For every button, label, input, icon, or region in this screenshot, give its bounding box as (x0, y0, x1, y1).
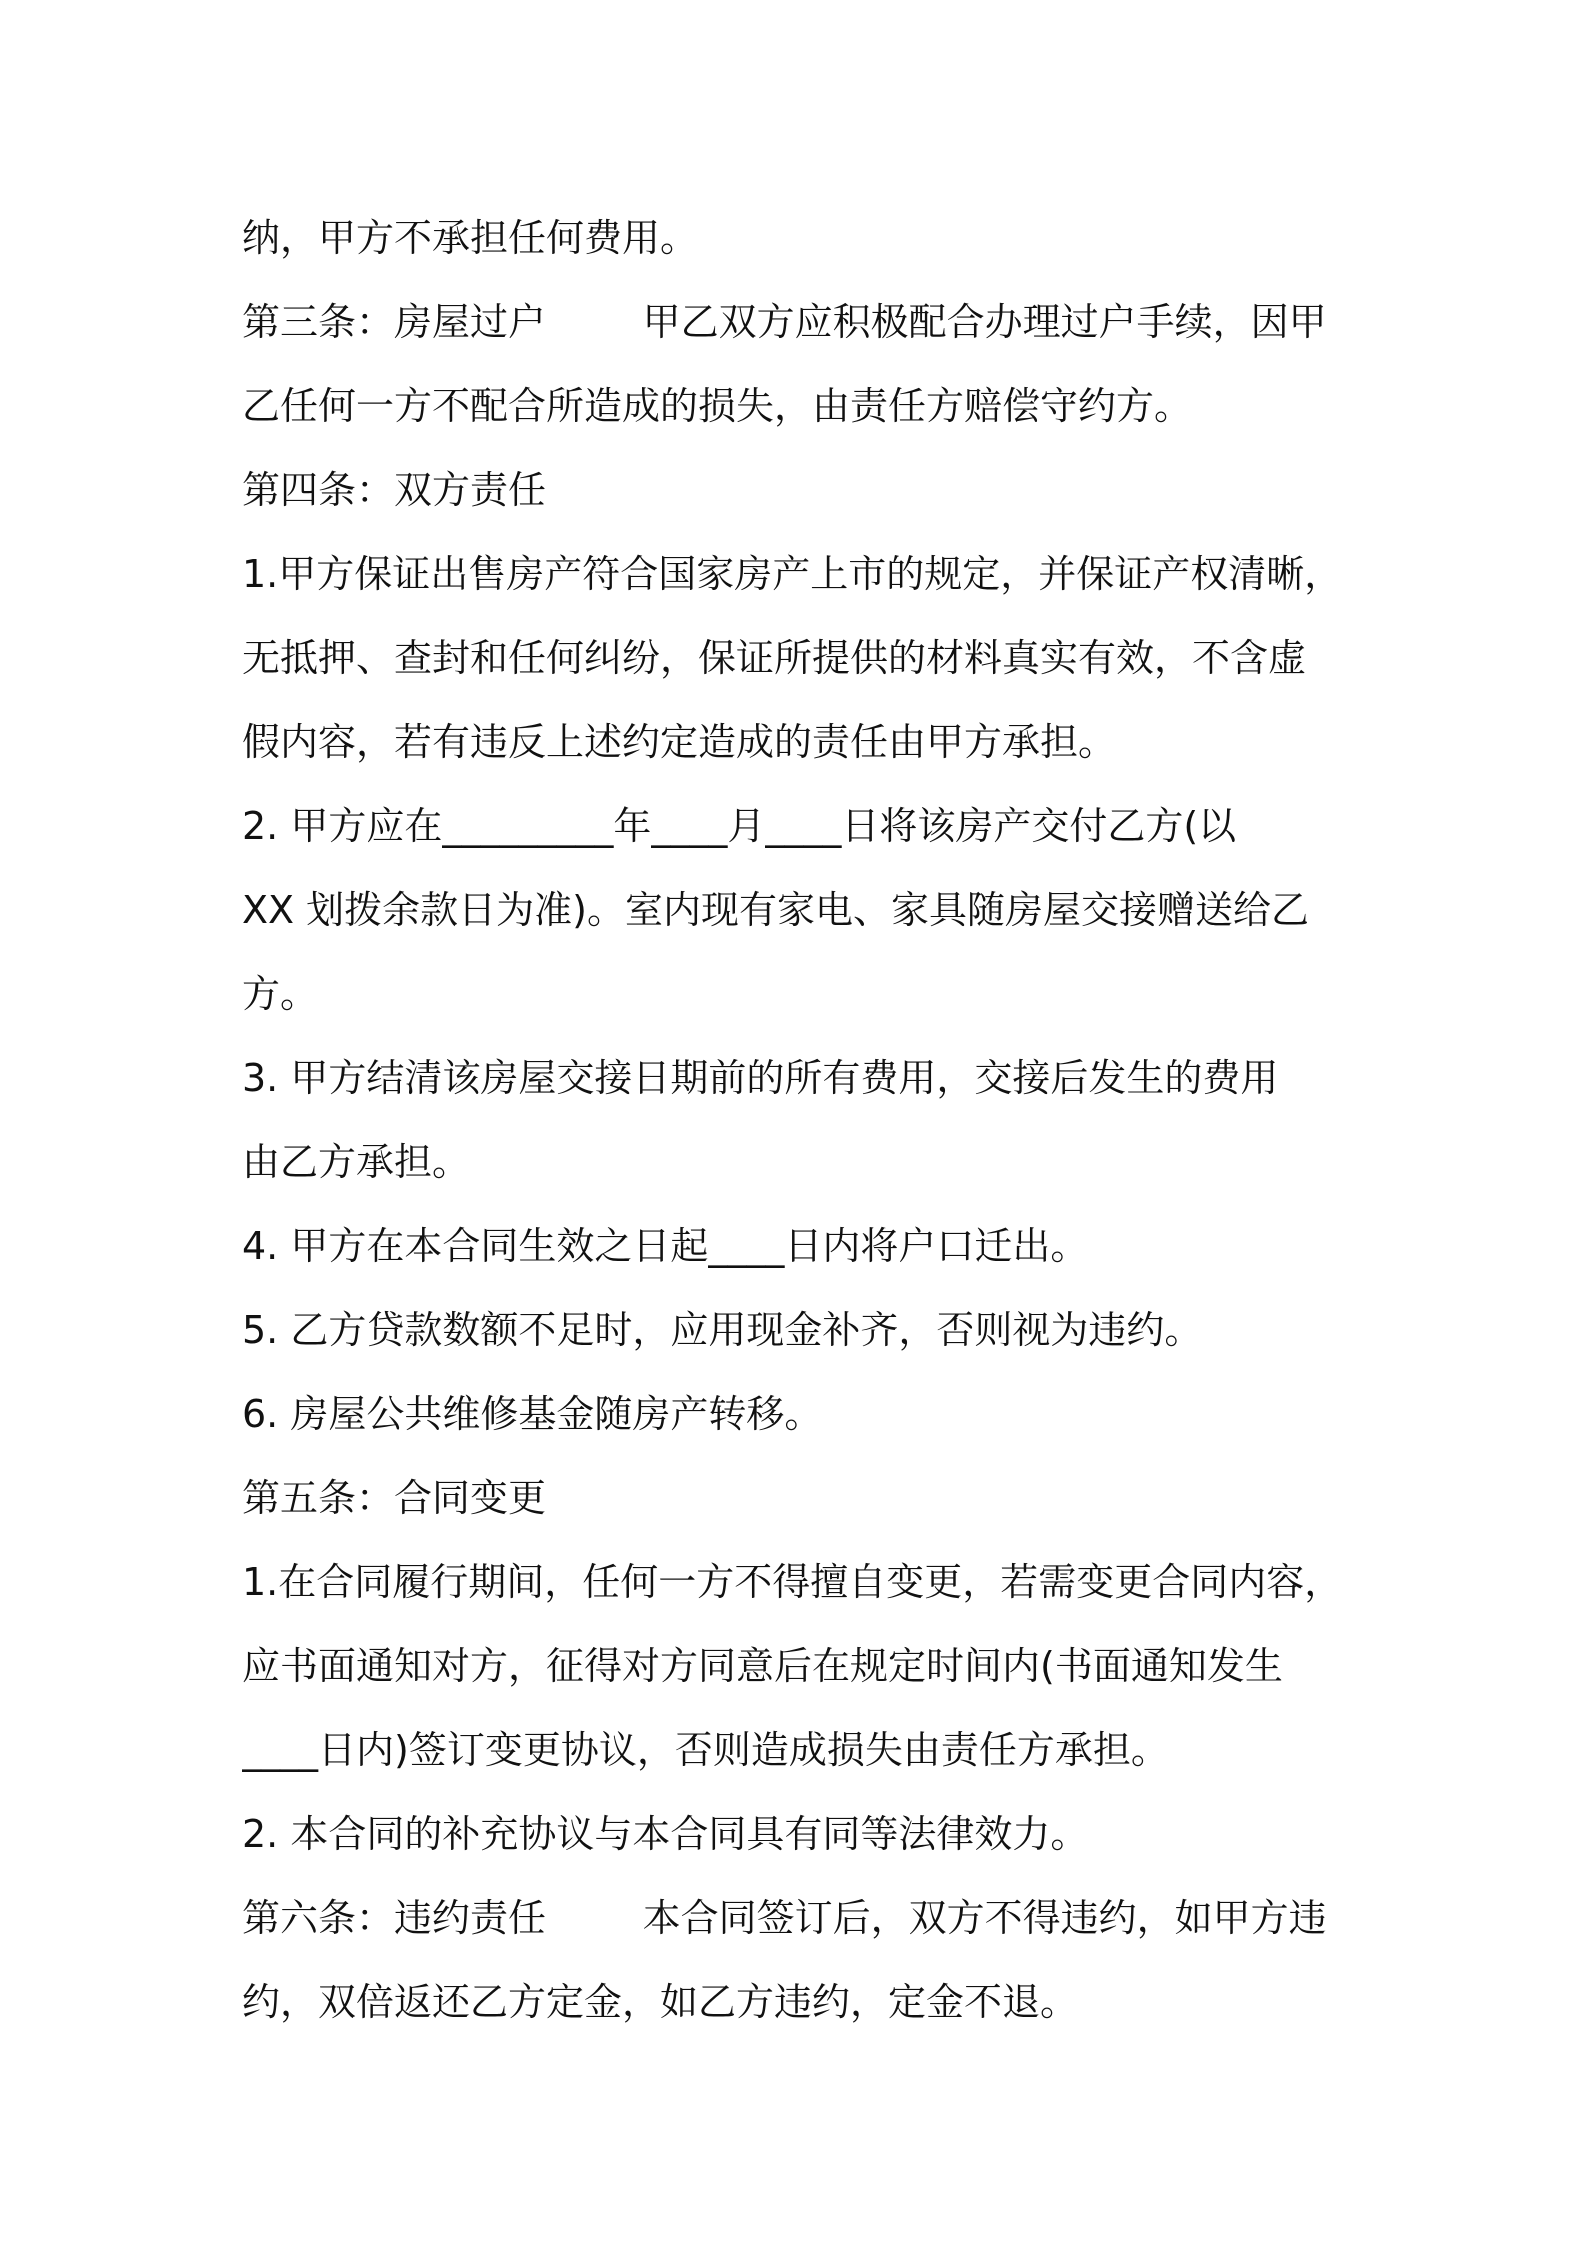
text-line: 假内容，若有违反上述约定造成的责任由甲方承担。 (242, 720, 1117, 764)
article-3-heading-line: 第三条：房屋过户 甲乙双方应积极配合办理过户手续，因甲 (242, 300, 1327, 344)
text-line: ____日内)签订变更协议，否则造成损失由责任方承担。 (242, 1728, 1169, 1772)
text-line: 无抵押、查封和任何纠纷，保证所提供的材料真实有效，不含虚 (242, 636, 1307, 680)
text-line: 方。 (242, 972, 319, 1016)
clause-5-1-line: 1.在合同履行期间，任何一方不得擅自变更，若需变更合同内容， (242, 1560, 1343, 1604)
clause-4-6-line: 6. 房屋公共维修基金随房产转移。 (242, 1392, 823, 1436)
text-line: XX 划拨余款日为准)。室内现有家电、家具随房屋交接赠送给乙 (242, 888, 1309, 932)
article-6-heading-line: 第六条：违约责任 本合同签订后，双方不得违约，如甲方违 (242, 1896, 1327, 1940)
clause-4-3-line: 3. 甲方结清该房屋交接日期前的所有费用，交接后发生的费用 (242, 1056, 1279, 1100)
clause-4-2-line: 2. 甲方应在_________年____月____日将该房产交付乙方(以 (242, 804, 1237, 848)
clause-4-4-line: 4. 甲方在本合同生效之日起____日内将户口迁出。 (242, 1224, 1089, 1268)
document-body (242, 196, 1362, 2044)
clause-5-2-line: 2. 本合同的补充协议与本合同具有同等法律效力。 (242, 1812, 1089, 1856)
text-line: 约，双倍返还乙方定金，如乙方违约，定金不退。 (242, 1980, 1079, 2024)
clause-4-5-line: 5. 乙方贷款数额不足时，应用现金补齐，否则视为违约。 (242, 1308, 1203, 1352)
clause-4-1-line: 1.甲方保证出售房产符合国家房产上市的规定，并保证产权清晰， (242, 552, 1343, 596)
text-line: 应书面通知对方，征得对方同意后在规定时间内(书面通知发生 (242, 1644, 1283, 1688)
text-line: 由乙方承担。 (242, 1140, 471, 1184)
text-line: 纳，甲方不承担任何费用。 (242, 216, 699, 260)
article-5-heading: 第五条：合同变更 (242, 1476, 547, 1520)
text-line: 乙任何一方不配合所造成的损失，由责任方赔偿守约方。 (242, 384, 1193, 428)
article-4-heading: 第四条：双方责任 (242, 468, 547, 512)
